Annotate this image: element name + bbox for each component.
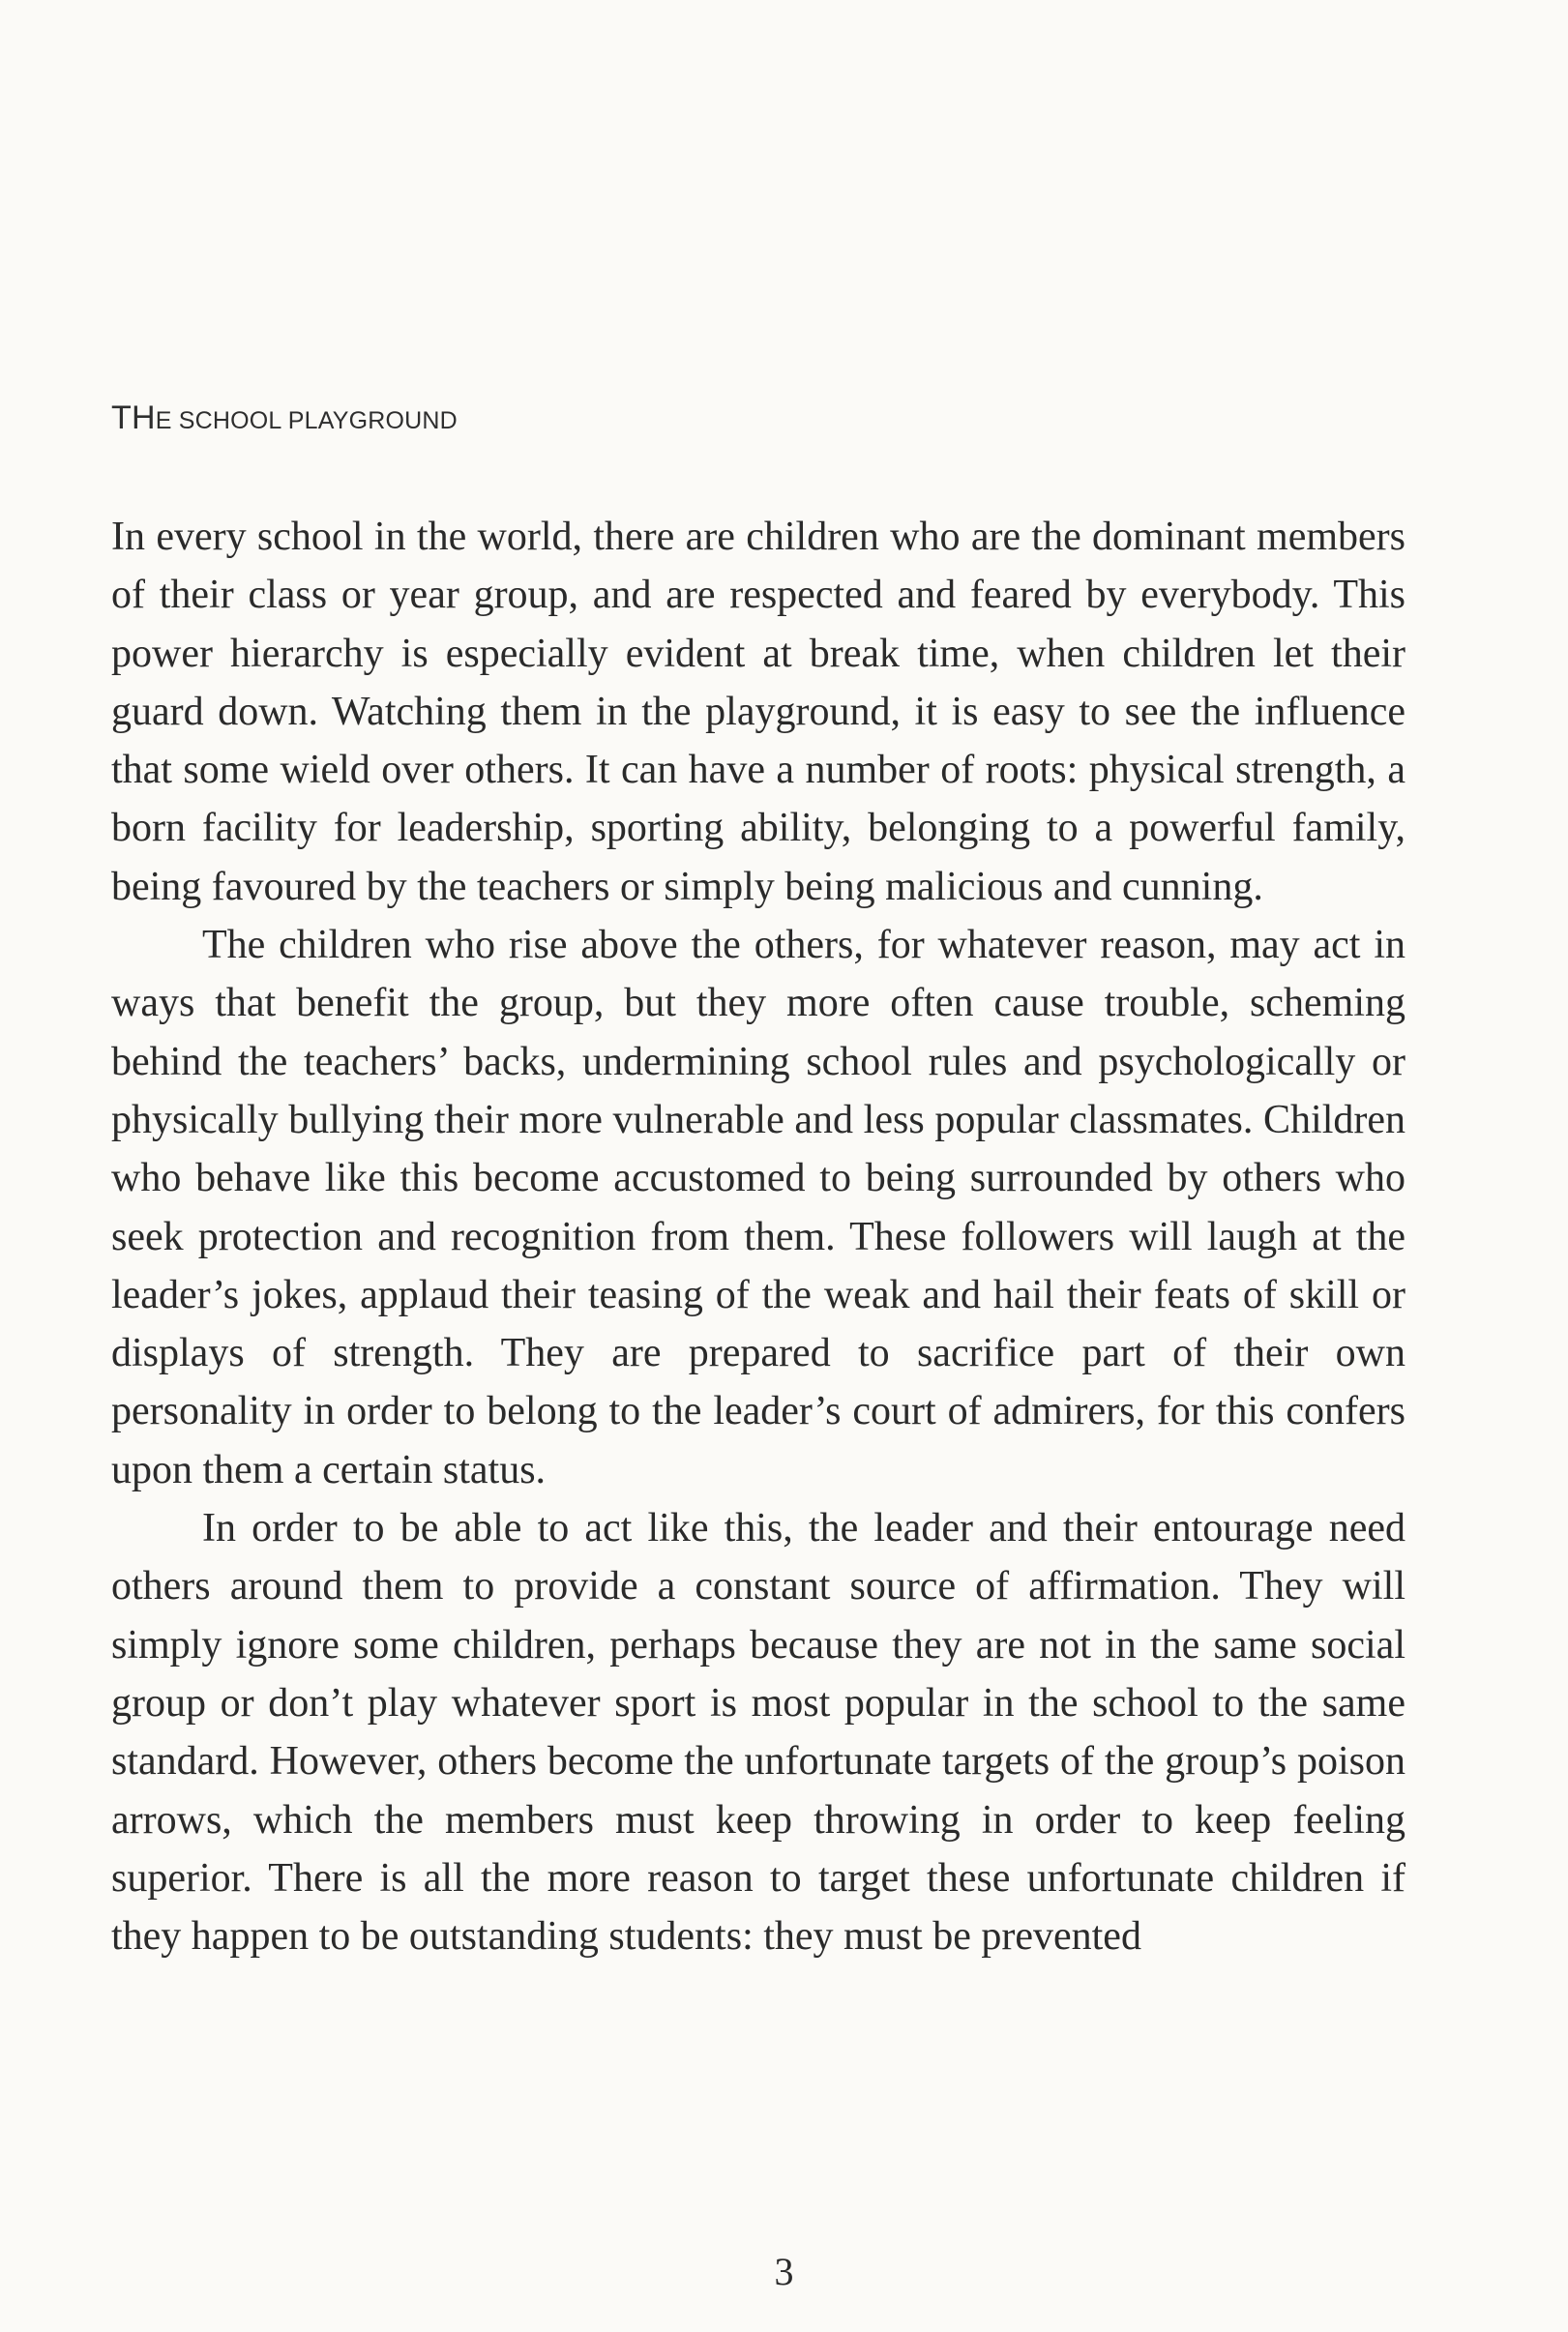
paragraph-1: In every school in the world, there are children who are the dominant members of their class or year group, and are respected and feared by everybody. This power hierarchy is especially evident at break time, when children let their guard down. Watching them in the playground, it is easy to see the influence that some wield over others. It can have a number of roots: physical strength, a born facility for leadership, sporting ability, belonging to a powerful family, being favoured by the teachers or simply being malicious and cunning. (111, 515, 1405, 909)
page-number: 3 (774, 2250, 794, 2293)
section-heading-rest: E SCHOOL PLAYGROUND (155, 407, 458, 434)
paragraph-3: In order to be able to act like this, the leader and their entourage need others around them to provide a constant source of affirmation. They will simply ignore some children, perhaps because they are not in the same social group or don’t play whatever sport is most popular in the school to the same standard. However, others become the unfortunate targets of the group’s poison arrows, which the members must keep throwing in order to keep feeling superior. There is all the more reason to target these unfortunate children if they happen to be outstanding students: they must be prevented (111, 1506, 1405, 1960)
body-text (111, 508, 1405, 1965)
section-heading-initial: TH (111, 399, 156, 436)
paragraph-2: The children who rise above the others, for whatever reason, may act in ways that benefit the group, but they more often cause trouble, scheming behind the teachers’ backs, undermining school rules and psychologically or physically bullying their more vulnerable and less popular classmates. Children who behave like this become accustomed to being surrounded by others who seek protection and recognition from them. These followers will laugh at the leader’s jokes, applaud their teasing of the weak and hail their feats of skill or displays of strength. They are prepared to sacrifice part of their own personality in order to belong to the leader’s court of admirers, for this confers upon them a certain status. (111, 923, 1405, 1492)
section-heading (111, 399, 458, 437)
